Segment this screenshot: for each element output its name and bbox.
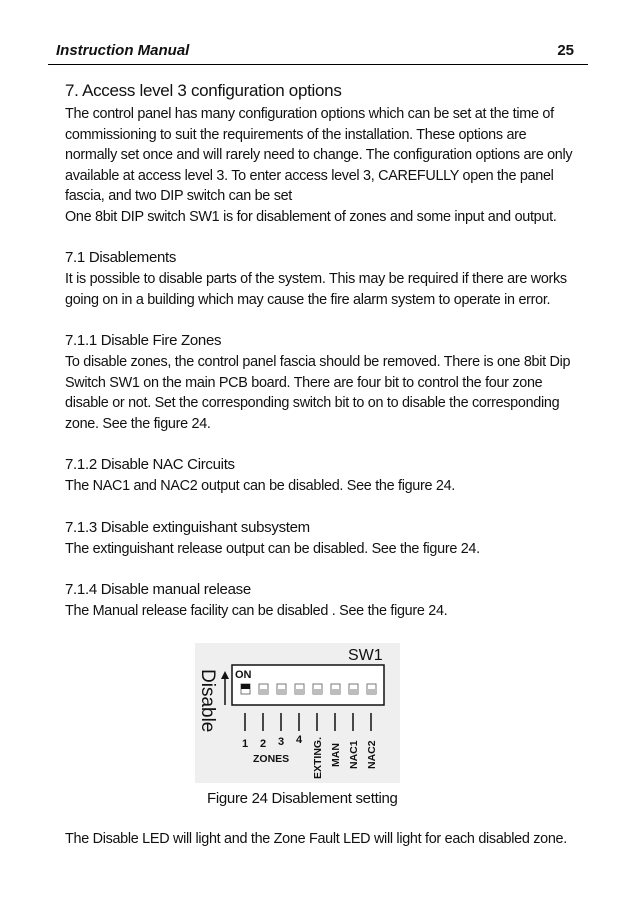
dip-switch-6-lever xyxy=(331,689,340,694)
dip-switch-2-lever xyxy=(259,689,268,694)
rotated-label: MAN xyxy=(330,743,342,767)
page-number: 25 xyxy=(557,42,574,59)
switch-label: SW1 xyxy=(348,647,383,664)
dip-switch-1-lever xyxy=(241,684,250,689)
paragraph-line: fascia, and two DIP switch can be set xyxy=(65,188,292,204)
paragraph-line: going on in a building which may cause the fire alarm system to operate in error. xyxy=(65,291,551,308)
main-content xyxy=(65,80,585,622)
section-heading: 7.1.1 Disable Fire Zones xyxy=(65,332,222,349)
section-heading: 7.1.3 Disable extinguishant subsystem xyxy=(65,518,310,536)
paragraph-line: The control panel has many configuration options which can be set at the time of xyxy=(65,106,554,122)
paragraph-line: disable or not. Set the corresponding switch bit to on to disable the corresponding xyxy=(65,395,560,411)
dip-switch-5-lever xyxy=(313,689,322,694)
dip-switch-7-lever xyxy=(349,689,358,694)
zone-number: 1 xyxy=(242,738,249,750)
zone-number: 3 xyxy=(278,736,285,748)
dip-switch-diagram xyxy=(195,643,400,783)
rotated-label: EXTING. xyxy=(312,736,324,779)
paragraph-line: The Manual release facility can be disabled . See the figure 24. xyxy=(65,603,448,619)
on-label: ON xyxy=(235,669,252,681)
section-heading: 7.1.4 Disable manual release xyxy=(65,581,251,598)
figure-caption: Figure 24 Disablement setting xyxy=(207,790,398,807)
zone-number: 2 xyxy=(260,738,267,750)
zones-label: ZONES xyxy=(253,753,290,765)
dip-switch-4-lever xyxy=(295,689,304,694)
switch-body xyxy=(232,665,384,705)
zone-number: 4 xyxy=(296,734,303,746)
header-title: Instruction Manual xyxy=(56,42,190,59)
paragraph-line: available at access level 3. To enter access level 3, CAREFULLY open the panel xyxy=(65,167,554,184)
paragraph-line: The NAC1 and NAC2 output can be disabled. See the figure 24. xyxy=(65,478,455,494)
dip-switch-8-lever xyxy=(367,689,376,694)
paragraph-line: One 8bit DIP switch SW1 is for disablement of zones and some input and output. xyxy=(65,208,557,225)
paragraph-line: It is possible to disable parts of the system. This may be required if there are works xyxy=(65,271,567,287)
section-heading: 7.1.2 Disable NAC Circuits xyxy=(65,456,235,473)
closing-paragraph: The Disable LED will light and the Zone Fault LED will light for each disabled zone. xyxy=(65,831,567,847)
dip-switch-figure xyxy=(195,643,400,783)
disable-label: Disable xyxy=(197,669,218,733)
paragraph-line: zone. See the figure 24. xyxy=(65,415,211,432)
paragraph-line: commissioning to suit the requirements of the installation. These options are xyxy=(65,126,527,143)
arrow-head xyxy=(221,671,229,679)
paragraph-line: normally set once and will rarely need to change. The configuration options are only xyxy=(65,147,573,163)
paragraph-line: Switch SW1 on the main PCB board. There are four bit to control the four zone xyxy=(65,374,543,391)
page-header xyxy=(48,40,588,65)
rotated-label: NAC1 xyxy=(348,740,360,769)
pin-lines xyxy=(245,713,371,731)
rotated-label: NAC2 xyxy=(366,740,378,769)
dip-switch-3-lever xyxy=(277,689,286,694)
paragraph-line: To disable zones, the control panel fascia should be removed. There is one 8bit Dip xyxy=(65,354,571,370)
paragraph-line: The extinguishant release output can be disabled. See the figure 24. xyxy=(65,540,480,557)
section-heading: 7.1 Disablements xyxy=(65,249,177,266)
section-heading: 7. Access level 3 configuration options xyxy=(65,81,342,100)
